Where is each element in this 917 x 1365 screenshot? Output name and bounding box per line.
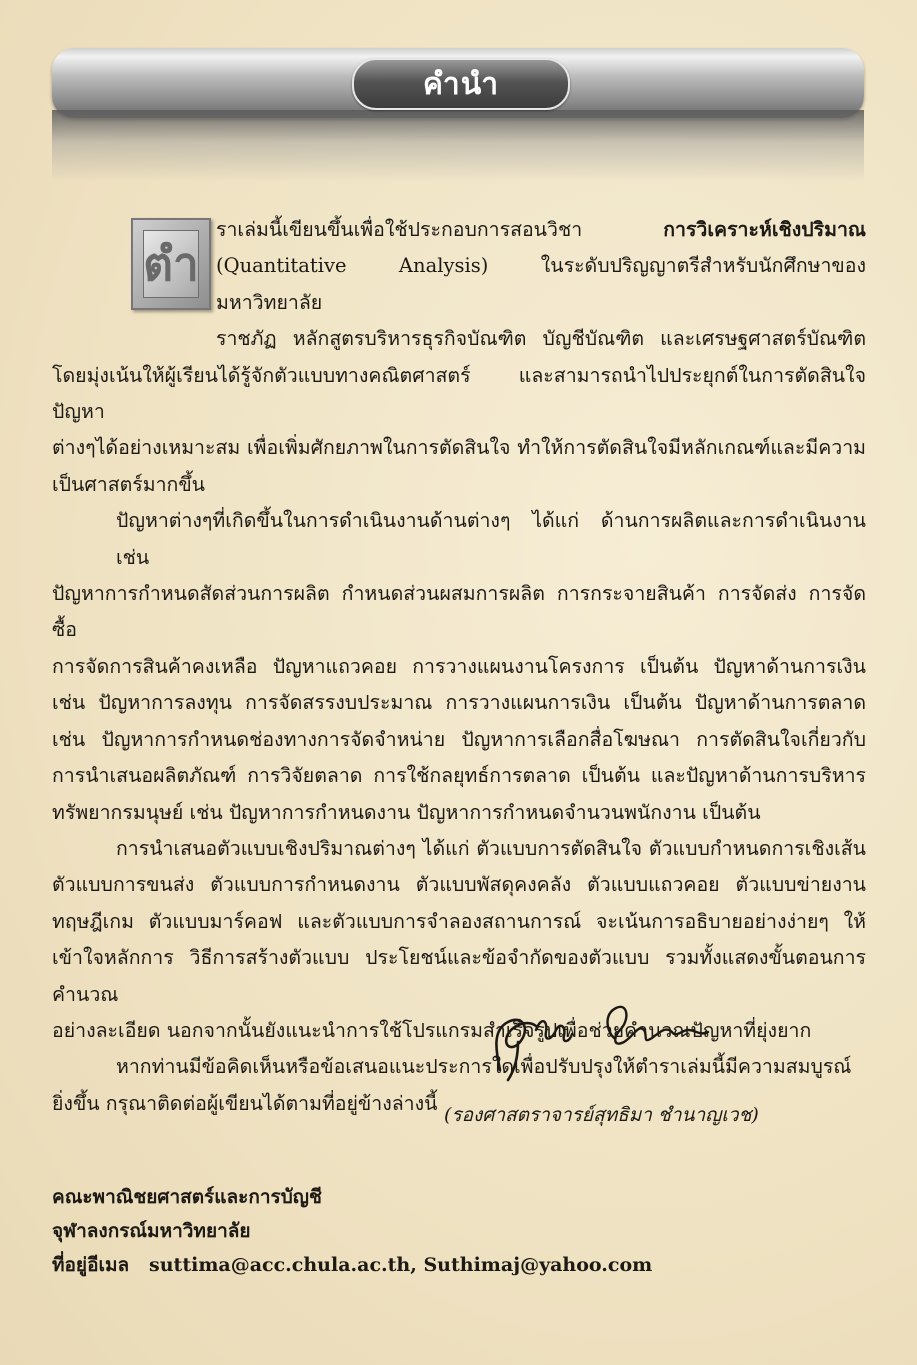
faculty-name: คณะพาณิชยศาสตร์และการบัญชี <box>52 1186 322 1208</box>
email-label: ที่อยู่อีเมล <box>52 1254 130 1276</box>
course-name: การวิเคราะห์เชิงปริมาณ <box>663 218 866 241</box>
title-pill <box>352 58 570 110</box>
intro-line1-text: ราเล่มนี้เขียนขึ้นเพื่อใช้ประกอบการสอนวิชา <box>216 218 664 241</box>
paragraph-1-line-5: ต่างๆได้อย่างเหมาะสม เพื่อเพิ่มศักยภาพในการตัดสินใจ ทำให้การตัดสินใจมีหลักเกณฑ์และมีความ <box>52 436 866 460</box>
paragraph-4-line: หากท่านมีข้อคิดเห็นหรือข้อเสนอแนะประการใดเพื่อปรับปรุงให้ตำราเล่มนี้มีความสมบูรณ์ <box>116 1055 852 1079</box>
paragraph-2 <box>52 503 866 831</box>
paragraph-2-line: ปัญหาการกำหนดสัดส่วนการผลิต กำหนดส่วนผสมการผลิต การกระจายสินค้า การจัดส่ง การจัดซื้อ <box>52 582 866 642</box>
paragraph-3-line: ตัวแบบการขนส่ง ตัวแบบการกำหนดงาน ตัวแบบพัสดุคงคลัง ตัวแบบแถวคอย ตัวแบบข่ายงาน <box>52 873 866 897</box>
signer-name: (รองศาสตราจารย์สุทธิมา ชำนาญเวช) <box>444 1104 759 1126</box>
paragraph-3-line: อย่างละเอียด นอกจากนั้นยังแนะนำการใช้โปรแกรมสำเร็จรูปเพื่อช่วยคำนวณปัญหาที่ยุ่งยาก <box>52 1018 812 1042</box>
paragraph-2-line: การนำเสนอผลิตภัณฑ์ การวิจัยตลาด การใช้กลยุทธ์การตลาด เป็นต้น และปัญหาด้านการบริหาร <box>52 764 866 788</box>
university-name: จุฬาลงกรณ์มหาวิทยาลัย <box>52 1220 251 1242</box>
paragraph-2-line: เช่น ปัญหาการกำหนดช่องทางการจัดจำหน่าย ปัญหาการเลือกสื่อโฆษณา การตัดสินใจเกี่ยวกับ <box>52 727 866 751</box>
paragraph-1 <box>52 212 866 503</box>
paragraph-2-line: ปัญหาต่างๆที่เกิดขึ้นในการดำเนินงานด้านต่างๆ ได้แก่ ด้านการผลิตและการดำเนินงาน เช่น <box>116 509 866 569</box>
paragraph-2-line: การจัดการสินค้าคงเหลือ ปัญหาแถวคอย การวางแผนงานโครงการ เป็นต้น ปัญหาด้านการเงิน <box>52 654 866 678</box>
paragraph-2-line: ทรัพยากรมนุษย์ เช่น ปัญหาการกำหนดงาน ปัญหาการกำหนดจำนวนพนักงาน เป็นต้น <box>52 800 761 824</box>
paragraph-3-line: เข้าใจหลักการ วิธีการสร้างตัวแบบ ประโยชน์และข้อจำกัดของตัวแบบ รวมทั้งแสดงขั้นตอนการคำนวณ <box>52 946 866 1006</box>
paragraph-2-line: เช่น ปัญหาการลงทุน การจัดสรรงบประมาณ การวางแผนการเงิน เป็นต้น ปัญหาด้านการตลาด <box>52 691 866 715</box>
email-value: suttima@acc.chula.ac.th, Suthimaj@yahoo.com <box>149 1254 653 1276</box>
paragraph-1-line-6: เป็นศาสตร์มากขึ้น <box>52 472 206 496</box>
email-row <box>52 1248 652 1282</box>
drop-cap-letter: ตำ <box>143 236 199 291</box>
paragraph-3-line: การนำเสนอตัวแบบเชิงปริมาณต่างๆ ได้แก่ ตัวแบบการตัดสินใจ ตัวแบบกำหนดการเชิงเส้น <box>116 836 866 860</box>
handwritten-signature <box>478 990 738 1090</box>
paragraph-4-line: ยิ่งขึ้น กรุณาติดต่อผู้เขียนได้ตามที่อยู่ข้างล่างนี้ <box>52 1091 438 1115</box>
paragraph-1-line-3: ราชภัฏ หลักสูตรบริหารธุรกิจบัณฑิต บัญชีบัณฑิต และเศรษฐศาสตร์บัณฑิต <box>216 327 866 351</box>
body-text <box>52 212 866 1122</box>
paragraph-1-line-4: โดยมุ่งเน้นให้ผู้เรียนได้รู้จักตัวแบบทางคณิตศาสตร์ และสามารถนำไปประยุกต์ในการตัดสินใจปัญหา <box>52 363 866 424</box>
footer-address <box>52 1180 652 1282</box>
paragraph-1-line-1 <box>52 212 866 248</box>
paragraph-1-line-2: (Quantitative Analysis) ในระดับปริญญาตรีสำหรับนักศึกษาของมหาวิทยาลัย <box>216 254 866 314</box>
page-title: คำนำ <box>422 66 500 102</box>
paragraph-3 <box>52 831 866 1049</box>
paragraph-3-line: ทฤษฎีเกม ตัวแบบมาร์คอฟ และตัวแบบการจำลองสถานการณ์ จะเน้นการอธิบายอย่างง่ายๆ ให้ <box>52 909 866 933</box>
header-banner-shadow <box>52 110 864 182</box>
